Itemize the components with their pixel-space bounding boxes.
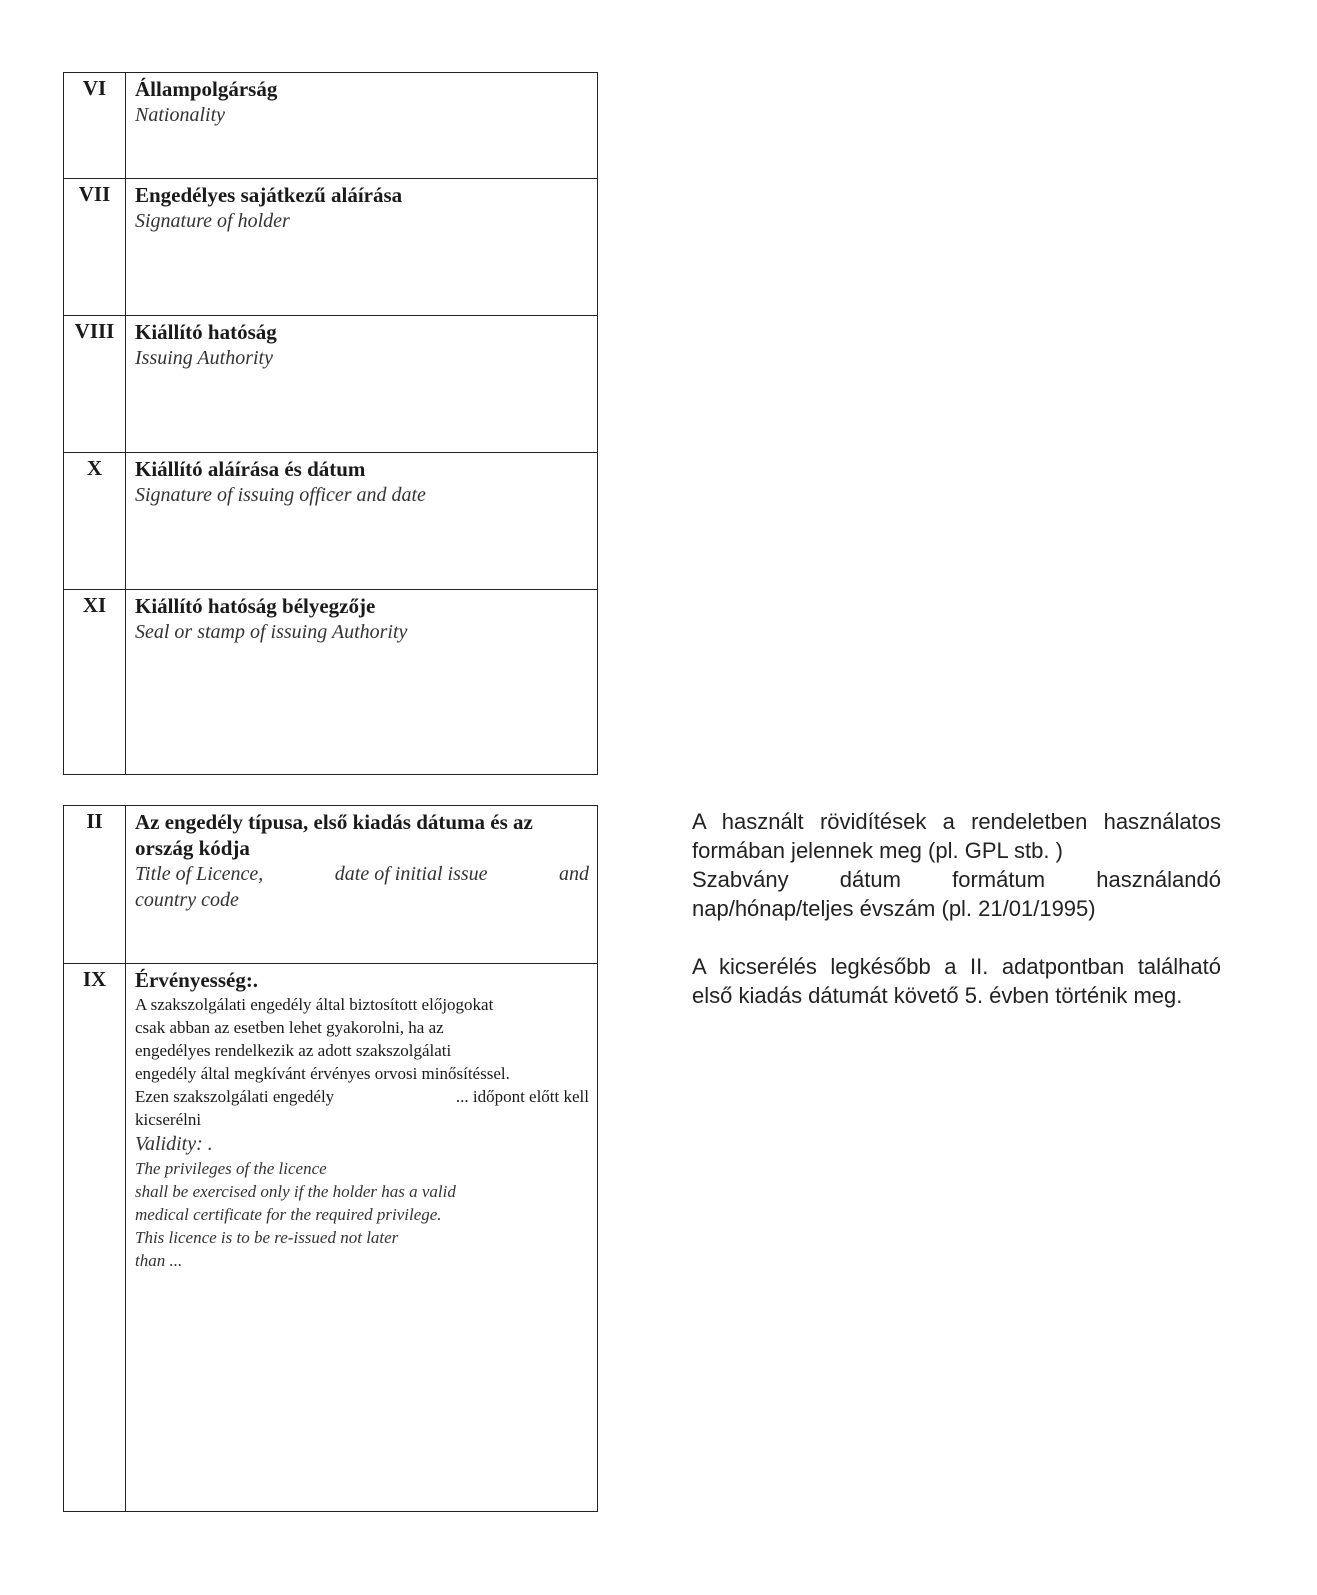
field-label-en: Seal or stamp of issuing Authority <box>135 621 408 643</box>
field-label-en: Signature of holder <box>135 210 290 232</box>
field-number: VI <box>64 73 126 179</box>
text-line: This licence is to be re-issued not later <box>135 1228 399 1247</box>
notes-panel <box>692 807 1221 1010</box>
text-line: than ... <box>135 1251 183 1270</box>
field-number: II <box>64 806 126 964</box>
table-row <box>64 964 598 1512</box>
field-number: VIII <box>64 316 126 453</box>
table-row <box>64 806 598 964</box>
note-abbreviations: A használt rövidítések a rendeletben használatos formában jelennek meg (pl. GPL stb. ) <box>692 809 1221 863</box>
table-row <box>64 590 598 775</box>
licence-title-label: Title of Licence, <box>135 863 264 885</box>
validity-title-hu: Érvényesség:. <box>135 968 259 992</box>
replace-text-a: Ezen szakszolgálati engedély <box>135 1087 335 1106</box>
table-row <box>64 179 598 316</box>
field-label-en: Issuing Authority <box>135 347 273 369</box>
field-content <box>126 316 598 453</box>
field-number: XI <box>64 590 126 775</box>
field-content <box>126 453 598 590</box>
initial-issue-label: date of initial issue <box>334 863 488 885</box>
table-row <box>64 73 598 179</box>
table-row <box>64 453 598 590</box>
text-line: The privileges of the licence <box>135 1159 327 1178</box>
text-line: medical certificate for the required privilege. <box>135 1205 442 1224</box>
text-line: engedélyes rendelkezik az adott szakszolgálati <box>135 1041 452 1060</box>
note-reissue: A kicserélés legkésőbb a II. adatpontban található első kiadás dátumát követő 5. évben történik meg. <box>692 954 1221 1008</box>
licence-fields-table-bottom <box>63 805 598 1512</box>
field-label-en <box>135 861 589 887</box>
field-label-hu: Kiállító hatóság bélyegzője <box>135 594 376 618</box>
and-label: and <box>559 863 589 885</box>
validity-text-en <box>135 1157 589 1272</box>
country-code-label: country code <box>135 889 239 911</box>
field-number: IX <box>64 964 126 1512</box>
text-line: kicserélni <box>135 1110 202 1129</box>
text-line: engedély által megkívánt érvényes orvosi minősítéssel. <box>135 1064 510 1083</box>
field-number: VII <box>64 179 126 316</box>
licence-fields-table-top <box>63 72 598 775</box>
field-label-en: Signature of issuing officer and date <box>135 484 426 506</box>
field-label-hu: Engedélyes sajátkezű aláírása <box>135 183 403 207</box>
field-content <box>126 590 598 775</box>
field-content <box>126 179 598 316</box>
field-content <box>126 73 598 179</box>
field-label-en: Nationality <box>135 104 225 126</box>
text-line: A szakszolgálati engedély által biztosított előjogokat <box>135 995 494 1014</box>
field-content <box>126 964 598 1512</box>
field-label-hu: Kiállító hatóság <box>135 320 277 344</box>
field-label-hu: Kiállító aláírása és dátum <box>135 457 366 481</box>
text-line <box>135 1085 589 1108</box>
field-number: X <box>64 453 126 590</box>
validity-text-hu <box>135 993 589 1131</box>
table-row <box>64 316 598 453</box>
validity-title-en: Validity: . <box>135 1133 213 1155</box>
text-line: shall be exercised only if the holder has a valid <box>135 1182 456 1201</box>
text-line: csak abban az esetben lehet gyakorolni, ha az <box>135 1018 444 1037</box>
field-label-hu: Az engedély típusa, első kiadás dátuma és az ország kódja <box>135 810 533 860</box>
replace-text-b: ... időpont előtt kell <box>455 1087 589 1106</box>
note-date-format: Szabvány dátum formátum használandó nap/hónap/teljes évszám (pl. 21/01/1995) <box>692 867 1221 921</box>
field-content <box>126 806 598 964</box>
field-label-hu: Állampolgárság <box>135 77 278 101</box>
